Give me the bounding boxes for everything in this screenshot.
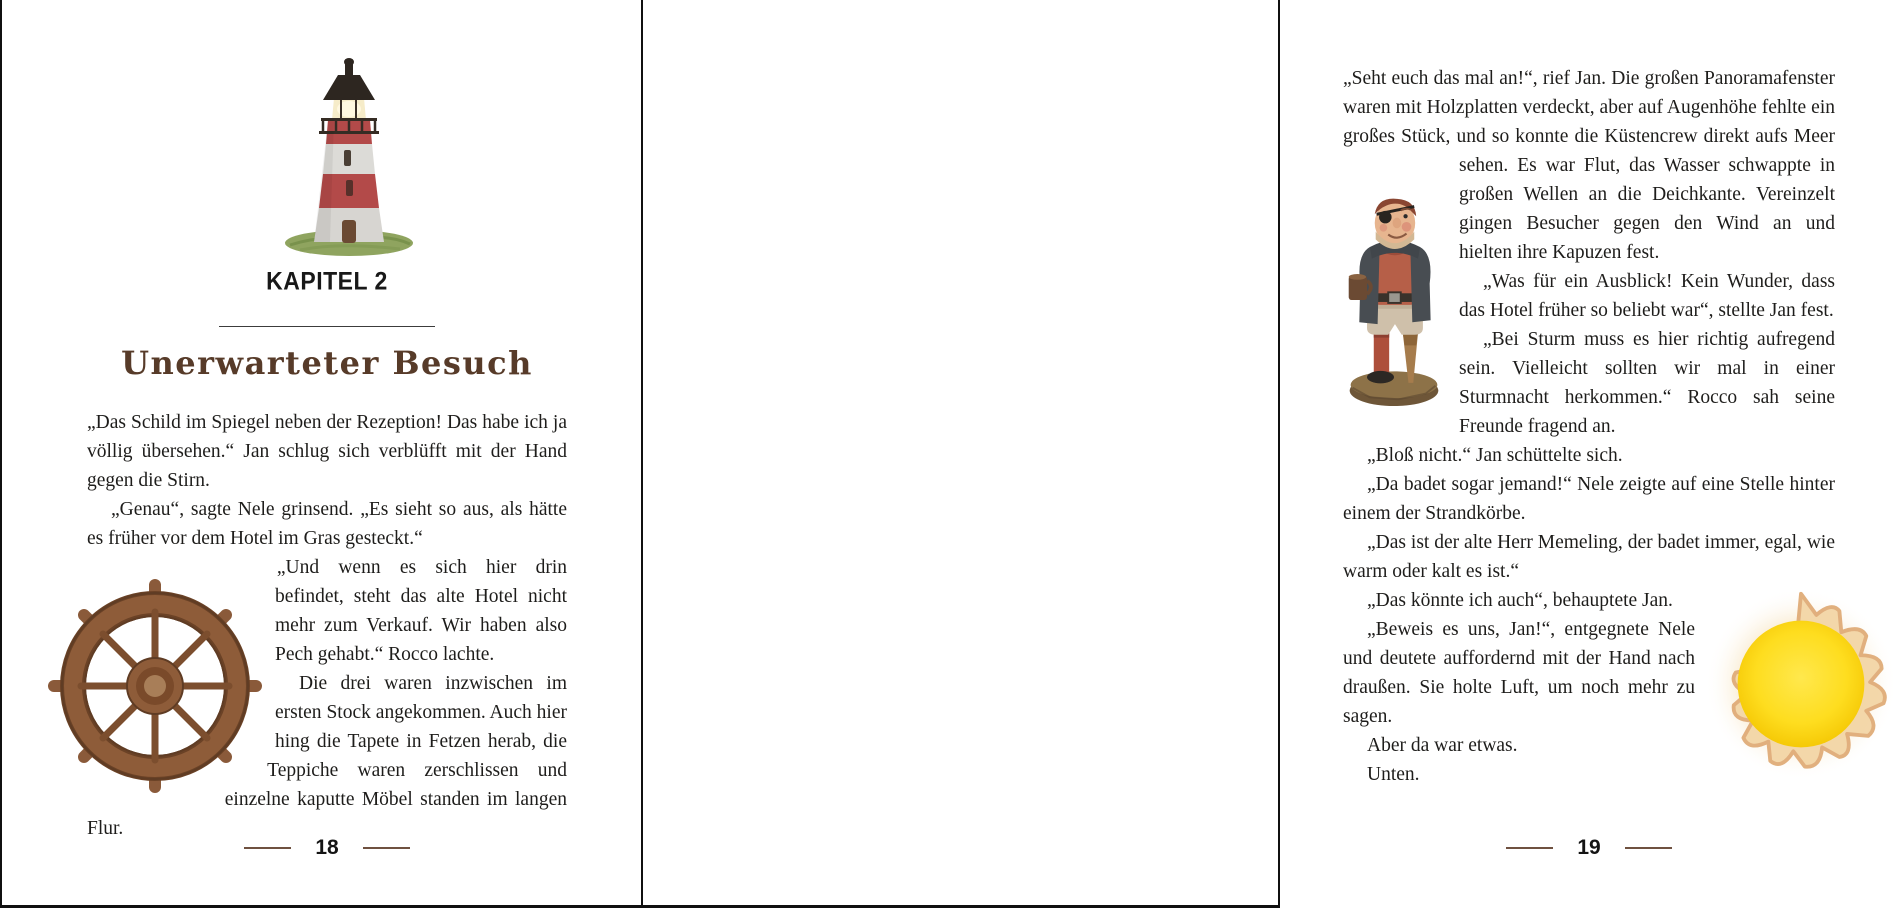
sun-icon — [1705, 582, 1897, 788]
left-page — [2, 0, 641, 905]
paragraph: „Was für ein Ausblick! Kein Wunder, dass das Hotel früher so beliebt war“, stellte Jan fest. — [1459, 271, 1835, 321]
ships-wheel-icon — [49, 580, 261, 792]
paragraph: „Da badet sogar jemand!“ Nele zeigte auf eine Stelle hinter einem der Strandkörbe. — [1343, 474, 1835, 524]
paragraph: „Das ist der alte Herr Memeling, der badet immer, egal, wie warm oder kalt es ist.“ — [1343, 532, 1835, 582]
left-page-text — [87, 408, 567, 843]
left-page-folio — [87, 836, 567, 860]
sun-illustration — [1705, 582, 1897, 788]
paragraph: „Das könnte ich auch“, behauptete Jan. — [1367, 590, 1673, 611]
folio-dash — [1506, 847, 1553, 849]
chapter-title: Unerwarteter Besuch — [121, 344, 533, 382]
folio-dash — [1625, 847, 1672, 849]
paragraph: Aber da war etwas. — [1367, 735, 1518, 756]
paragraph: „Seht euch das mal an!“, rief Jan. Die großen Panoramafenster waren mit Holzplatten verdeckt, aber auf Augenhöhe fehlte ein großes Stück, und so konnte die Küstencrew direkt aufs Meer sehen. Es war Flut, das Wasser schwappte in großen Wellen an die Deichkante. Vereinzelt gingen Besucher gegen den Wind an und hielten ihre Kapuzen fest. — [1343, 68, 1835, 263]
lighthouse-illustration — [260, 42, 438, 258]
folio-dash — [244, 847, 291, 849]
right-page — [643, 0, 1835, 905]
paragraph: Die drei waren inzwischen im ersten Stock angekommen. Auch hier hing die Tapete in Fetzen herab, die Teppiche waren zerschlissen und einzelne kaputte Möbel standen im langen Flur. — [87, 673, 567, 839]
page-number: 19 — [1577, 836, 1601, 859]
lighthouse-icon — [260, 42, 438, 258]
right-page-text — [1343, 64, 1835, 792]
page-number: 18 — [315, 836, 339, 859]
chapter-label: KAPITEL 2 — [266, 266, 388, 295]
center-gutter-divider — [641, 0, 643, 905]
paragraph: „Und wenn es sich hier drin befindet, steht das alte Hotel nicht mehr zum Verkauf. Wir haben also Pech gehabt.“ Rocco lachte. — [275, 557, 567, 665]
pirate-figurine-illustration — [1341, 181, 1447, 421]
paragraph: „Bloß nicht.“ Jan schüttelte sich. — [1367, 445, 1623, 466]
right-page-folio — [1343, 836, 1835, 860]
folio-dash — [363, 847, 410, 849]
paragraph: „Genau“, sagte Nele grinsend. „Es sieht so aus, als hätte es früher vor dem Hotel im Gras gesteckt.“ — [87, 499, 567, 549]
paragraph: „Das Schild im Spiegel neben der Rezeption! Das habe ich ja völlig übersehen.“ Jan schlug sich verblüfft mit der Hand gegen die Stirn. — [87, 412, 567, 491]
paragraph: „Bei Sturm muss es hier richtig aufregend sein. Vielleicht sollten wir mal in einer Sturmnacht herkommen.“ Rocco sah seine Freunde fragend an. — [1459, 329, 1835, 437]
chapter-divider — [219, 326, 435, 327]
pirate-figurine-icon — [1341, 181, 1447, 421]
paragraph: Unten. — [1367, 764, 1420, 785]
paragraph: „Beweis es uns, Jan!“, entgegnete Nele und deutete auffordernd mit der Hand nach draußen. Sie holte Luft, um noch mehr zu sagen. — [1343, 619, 1695, 727]
ships-wheel-illustration — [49, 580, 261, 792]
